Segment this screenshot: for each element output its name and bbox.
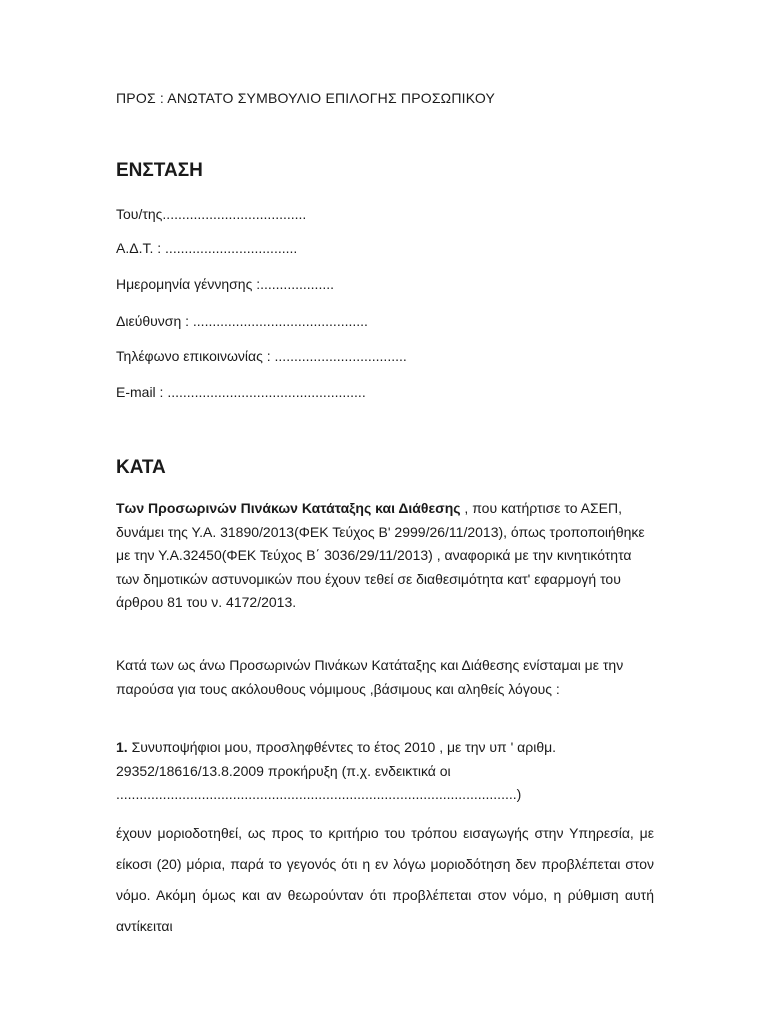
field-email: E-mail : ................................................... [116, 384, 366, 400]
paragraph-bold-lead: Των Προσωρινών Πινάκων Κατάταξης και Διάθεσης [116, 500, 461, 516]
paragraph-reason-one [116, 736, 656, 807]
reason-text: Συνυποψήφιοι μου, προσληφθέντες το έτος 2010 , με την υπ ' αριθμ. 29352/18616/13.8.2009 προκήρυξη (π.χ. ενδεικτικά οι .......................................................................................................) [116, 739, 557, 802]
field-id-number: Α.Δ.Τ. : .................................. [116, 240, 298, 256]
paragraph-rest: , που κατήρτισε το ΑΣΕΠ, δυνάμει της Υ.Α. 31890/2013(ΦΕΚ Τεύχος Β' 2999/26/11/2013), όπως τροποποιήθηκε με την Υ.Α.32450(ΦΕΚ Τεύχος Β΄ 3036/29/11/2013) , αναφορικά με την κινητικότητα των δημοτικών αστυνομικών που έχουν τεθεί σε διαθεσιμότητα κατ' εφαρμογή του άρθρου 81 του ν. 4172/2013. [116, 500, 645, 610]
field-phone: Τηλέφωνο επικοινωνίας : .................................. [116, 348, 407, 364]
field-address: Διεύθυνση : ............................................. [116, 313, 368, 329]
recipient-line: ΠΡΟΣ : ΑΝΩΤΑΤΟ ΣΥΜΒΟΥΛΙΟ ΕΠΙΛΟΓΗΣ ΠΡΟΣΩΠΙΚΟΥ [116, 90, 496, 106]
paragraph-objection-grounds: Κατά των ως άνω Προσωρινών Πινάκων Κατάταξης και Διάθεσης ενίσταμαι με την παρούσα για τους ακόλουθους νόμιμους ,βάσιμους και αληθείς λόγους : [116, 657, 624, 697]
field-birth-date: Ημερομηνία γέννησης :................... [116, 276, 334, 292]
paragraph-scoring-argument: έχουν μοριοδοτηθεί, ως προς το κριτήριο του τρόπου εισαγωγής στην Υπηρεσία, με είκοσι (20) μόρια, παρά το γεγονός ότι η εν λόγω μοριοδότηση δεν προβλέπεται στον νόμο. Ακόμη όμως και αν θεωρούνταν ότι προβλέπεται στον νόμο, η ρύθμιση αυτή αντίκειται [116, 825, 654, 934]
reason-number: 1. [116, 739, 128, 755]
objection-heading: ΕΝΣΤΑΣΗ [116, 160, 203, 181]
against-heading: ΚΑΤΑ [116, 457, 166, 478]
paragraph-tables-reference [116, 497, 656, 615]
field-name: Του/της..................................... [116, 206, 307, 222]
